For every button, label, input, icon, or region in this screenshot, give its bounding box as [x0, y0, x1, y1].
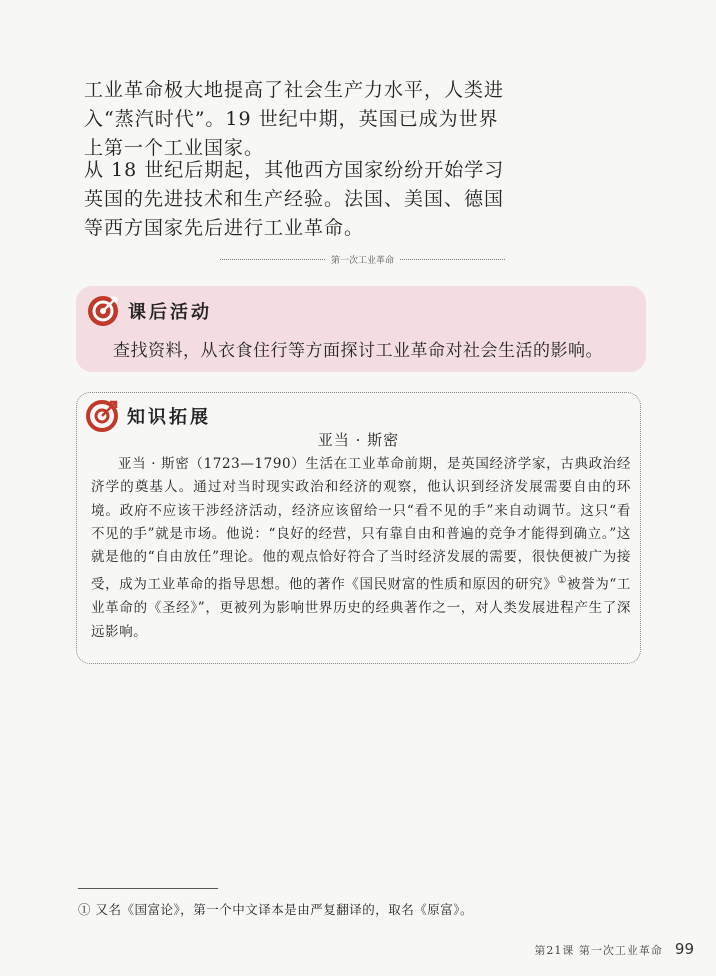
body-paragraph-2: 从 18 世纪后期起，其他西方国家纷纷开始学习英国的先进技术和生产经验。法国、美国、德国等西方国家先后进行工业革命。 — [84, 159, 505, 239]
knowledge-box — [76, 392, 641, 664]
knowledge-title: 知识拓展 — [127, 407, 211, 428]
footnote-rule — [78, 888, 218, 889]
section-divider-label: 第一次工业革命 — [331, 256, 395, 266]
activity-box — [76, 286, 646, 372]
activity-title: 课后活动 — [128, 302, 212, 323]
footnote: ① 又名《国富论》，第一个中文译本是由严复翻译的，取名《原富》。 — [78, 902, 473, 917]
page-number: 99 — [674, 940, 694, 958]
activity-text: 查找资料，从衣食住行等方面探讨工业革命对社会生活的影响。 — [113, 341, 603, 361]
footer-lesson-title: 第21课 第一次工业革命 — [534, 944, 663, 957]
knowledge-text-part2: 被誉为“工业革命的《圣经》”，更被列为影响世界历史的经典著作之一，对人类发展进程产生了深远影响。 — [91, 576, 631, 640]
body-paragraph-1: 工业革命极大地提高了社会生产力水平，人类进入“蒸汽时代”。19 世纪中期，英国已成为世界上第一个工业国家。 — [84, 79, 505, 159]
knowledge-text — [91, 453, 631, 644]
target-arrow-icon — [85, 399, 119, 433]
knowledge-text-part1: 亚当 · 斯密（1723—1790）生活在工业革命前期，是英国经济学家，古典政治经济学的奠基人。通过对当时现实政治和经济的观察，他认识到经济发展需要自由的环境。政府不应该干涉经济活动，经济应该留给一只“看不见的手”来自动调节。这只“看不见的手”就是市场。他说：“良好的经营，只有靠自由和普遍的竞争才能得到确立。”这就是他的“自由放任”理论。他的观点恰好符合了当时经济发展的需要，很快便被广为接受，成为工业革命的指导思想。他的著作《国民财富的性质和原因的研究》 — [91, 456, 631, 593]
page-footer — [534, 940, 694, 958]
target-arrow-icon — [86, 294, 120, 328]
knowledge-subtitle: 亚当 · 斯密 — [317, 431, 400, 449]
section-divider — [220, 253, 505, 266]
footnote-marker[interactable]: ① — [557, 575, 567, 587]
